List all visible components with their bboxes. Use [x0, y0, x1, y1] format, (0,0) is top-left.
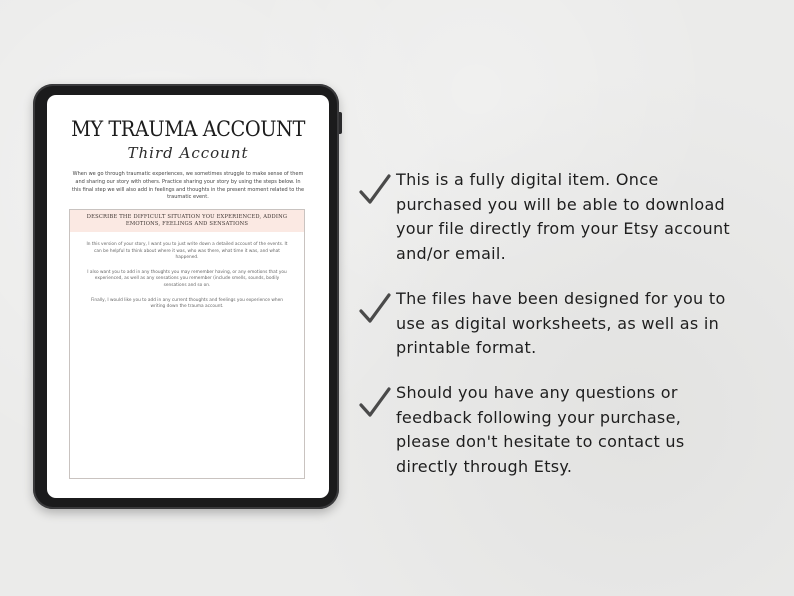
document-title: MY TRAUMA ACCOUNT: [71, 117, 305, 141]
document-subtitle: Third Account: [127, 144, 249, 162]
writing-box: [69, 209, 305, 479]
checkmark-icon: [358, 172, 392, 206]
tablet-screen: [47, 95, 329, 498]
document-intro: When we go through traumatic experiences, we sometimes struggle to make sense of them and sharing our story with others. Practice sharing your story by using the steps below. In this final step we will also add in feelings and thoughts in the present moment related to the traumatic event.: [71, 171, 305, 201]
writing-box-header: DESCRIBE THE DIFFICULT SITUATION YOU EXPERIENCED, ADDING EMOTIONS, FEELINGS AND SENSATIONS: [70, 210, 304, 232]
instruction-paragraph: Finally, I would like you to add in any current thoughts and feelings you experience when writing down the trauma account.: [91, 297, 283, 310]
tablet-mockup: [33, 84, 339, 509]
checkmark-icon: [358, 385, 392, 419]
checkmark-icon: [358, 291, 392, 325]
instruction-paragraph: I also want you to add in any thoughts you may remember having, or any emotions that you experienced, as well as any sensations you remember (include smells, sounds, bodily sensations and so on.: [87, 269, 287, 288]
feature-text: The files have been designed for you to use as digital worksheets, as well as in printable format.: [396, 289, 726, 357]
feature-text: This is a fully digital item. Once purchased you will be able to download your file directly from your Etsy account and/or email.: [396, 170, 730, 263]
instruction-paragraph: In this version of your story, I want you to just write down a detailed account of the events. It can be helpful to think about where it was, who was there, what time it was, and what happened.: [86, 242, 288, 261]
tablet-side-button: [339, 112, 342, 134]
feature-text: Should you have any questions or feedback following your purchase, please don't hesitate to contact us directly through Etsy.: [396, 383, 685, 476]
